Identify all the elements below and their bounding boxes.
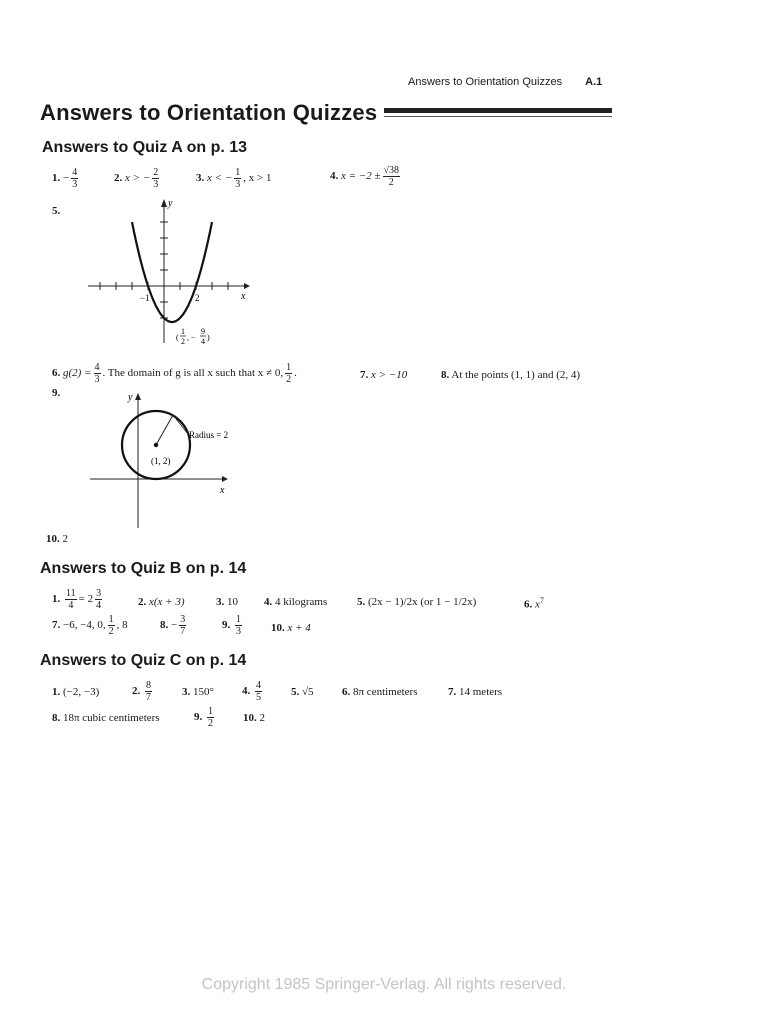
running-header bbox=[408, 76, 602, 88]
quiz-c-answer-9: 9. $\frac{1}{2}$ bbox=[194, 706, 213, 729]
quiz-b-heading: Answers to Quiz B on p. 14 bbox=[40, 560, 247, 577]
parabola-y-arrow bbox=[161, 199, 167, 207]
title-rule bbox=[384, 108, 612, 113]
svg-text:, −: , − bbox=[187, 333, 196, 342]
circle-radius-label: Radius = 2 bbox=[189, 430, 229, 440]
parabola-graph bbox=[84, 195, 254, 350]
parabola-y-label: y bbox=[168, 198, 173, 209]
parabola-root-right-label: 2 bbox=[195, 293, 200, 303]
quiz-a-answer-7: 7. x > −10 bbox=[360, 369, 408, 381]
quiz-a-answer-4: 4. x = −2 ± $\frac{√38}{2}$ bbox=[330, 165, 400, 188]
quiz-c-answer-2: 2. $\frac{8}{7}$ bbox=[132, 680, 151, 703]
quiz-c-answer-4: 4. $\frac{4}{5}$ bbox=[242, 680, 261, 703]
parabola-root-left-label: −1 bbox=[140, 293, 150, 303]
circle-center-dot bbox=[154, 443, 158, 447]
svg-text:(: ( bbox=[176, 333, 179, 342]
parabola-x-arrow bbox=[244, 283, 250, 289]
circle-graph bbox=[86, 390, 256, 530]
quiz-c-heading: Answers to Quiz C on p. 14 bbox=[40, 652, 247, 669]
circle-radius-line bbox=[156, 415, 173, 445]
quiz-a-answer-10: 10. 2 bbox=[46, 533, 68, 545]
quiz-a-answer-9-label: 9. bbox=[52, 387, 61, 399]
quiz-b-answer-6: 6. $x^7$ bbox=[524, 596, 544, 611]
svg-text:2: 2 bbox=[181, 337, 185, 346]
quiz-a-answer-5-label: 5. bbox=[52, 205, 61, 217]
quiz-b-answer-9: 9. $\frac{1}{3}$ bbox=[222, 614, 241, 637]
quiz-a-answer-6: 6. g(2) = $\frac{4}{3}$ . The domain of g is all x such that x ≠ 0, $\frac{1}{2}$ . bbox=[52, 362, 297, 385]
quiz-b-answer-8: 8. − $\frac{3}{7}$ bbox=[160, 614, 186, 637]
quiz-c-answer-1: 1. (−2, −3) bbox=[52, 686, 100, 698]
parabola-vertex-label bbox=[176, 327, 210, 346]
quiz-b-answer-1: 1. $\frac{11}{4}$ = 2 $\frac{3}{4}$ bbox=[52, 588, 102, 611]
circle-radius-pointer bbox=[173, 415, 188, 434]
circle-x-arrow bbox=[222, 476, 228, 482]
quiz-b-answer-4: 4. 4 kilograms bbox=[264, 596, 328, 608]
circle-center-label: (1, 2) bbox=[151, 456, 171, 466]
quiz-b-answer-7: 7. −6, −4, 0, $\frac{1}{2}$ , 8 bbox=[52, 614, 128, 637]
quiz-b-answer-2: 2. x(x + 3) bbox=[138, 596, 185, 608]
quiz-a-answer-8: 8. At the points (1, 1) and (2, 4) bbox=[441, 369, 581, 381]
svg-text:9: 9 bbox=[201, 327, 205, 336]
quiz-a-heading: Answers to Quiz A on p. 13 bbox=[42, 139, 248, 156]
svg-text:1: 1 bbox=[181, 327, 185, 336]
circle-x-label: x bbox=[220, 485, 225, 496]
quiz-c-answer-10: 10. 2 bbox=[243, 712, 265, 724]
quiz-c-answer-7: 7. 14 meters bbox=[448, 686, 503, 698]
copyright-notice: Copyright 1985 Springer-Verlag. All rights reserved. bbox=[201, 976, 567, 993]
quiz-a-answer-3: 3. x < − $\frac{1}{3}$ , x > 1 bbox=[196, 167, 272, 190]
quiz-b-answer-10: 10. x + 4 bbox=[271, 622, 311, 634]
parabola-curve bbox=[132, 222, 212, 322]
svg-text:): ) bbox=[207, 333, 210, 342]
quiz-a-answer-2: 2. x > − $\frac{2}{3}$ bbox=[114, 167, 159, 190]
quiz-c-answer-5: 5. √5 bbox=[291, 686, 314, 698]
quiz-b-answer-5: 5. (2x − 1)/2x (or 1 − 1/2x) bbox=[357, 596, 477, 608]
svg-text:4: 4 bbox=[201, 337, 205, 346]
circle-y-arrow bbox=[135, 393, 141, 400]
quiz-c-answer-8: 8. 18π cubic centimeters bbox=[52, 712, 160, 724]
circle-y-label: y bbox=[128, 392, 133, 403]
page-number: A.1 bbox=[585, 76, 603, 88]
quiz-a-answer-1: 1. − $\frac{4}{3}$ bbox=[52, 167, 78, 190]
title-rule-thin bbox=[384, 116, 612, 117]
quiz-c-answer-6: 6. 8π centimeters bbox=[342, 686, 418, 698]
quiz-b-answer-3: 3. 10 bbox=[216, 596, 238, 608]
parabola-x-label: x bbox=[241, 291, 246, 302]
running-title: Answers to Orientation Quizzes bbox=[408, 76, 563, 88]
page-title: Answers to Orientation Quizzes bbox=[40, 100, 378, 125]
quiz-c-answer-3: 3. 150° bbox=[182, 686, 214, 698]
